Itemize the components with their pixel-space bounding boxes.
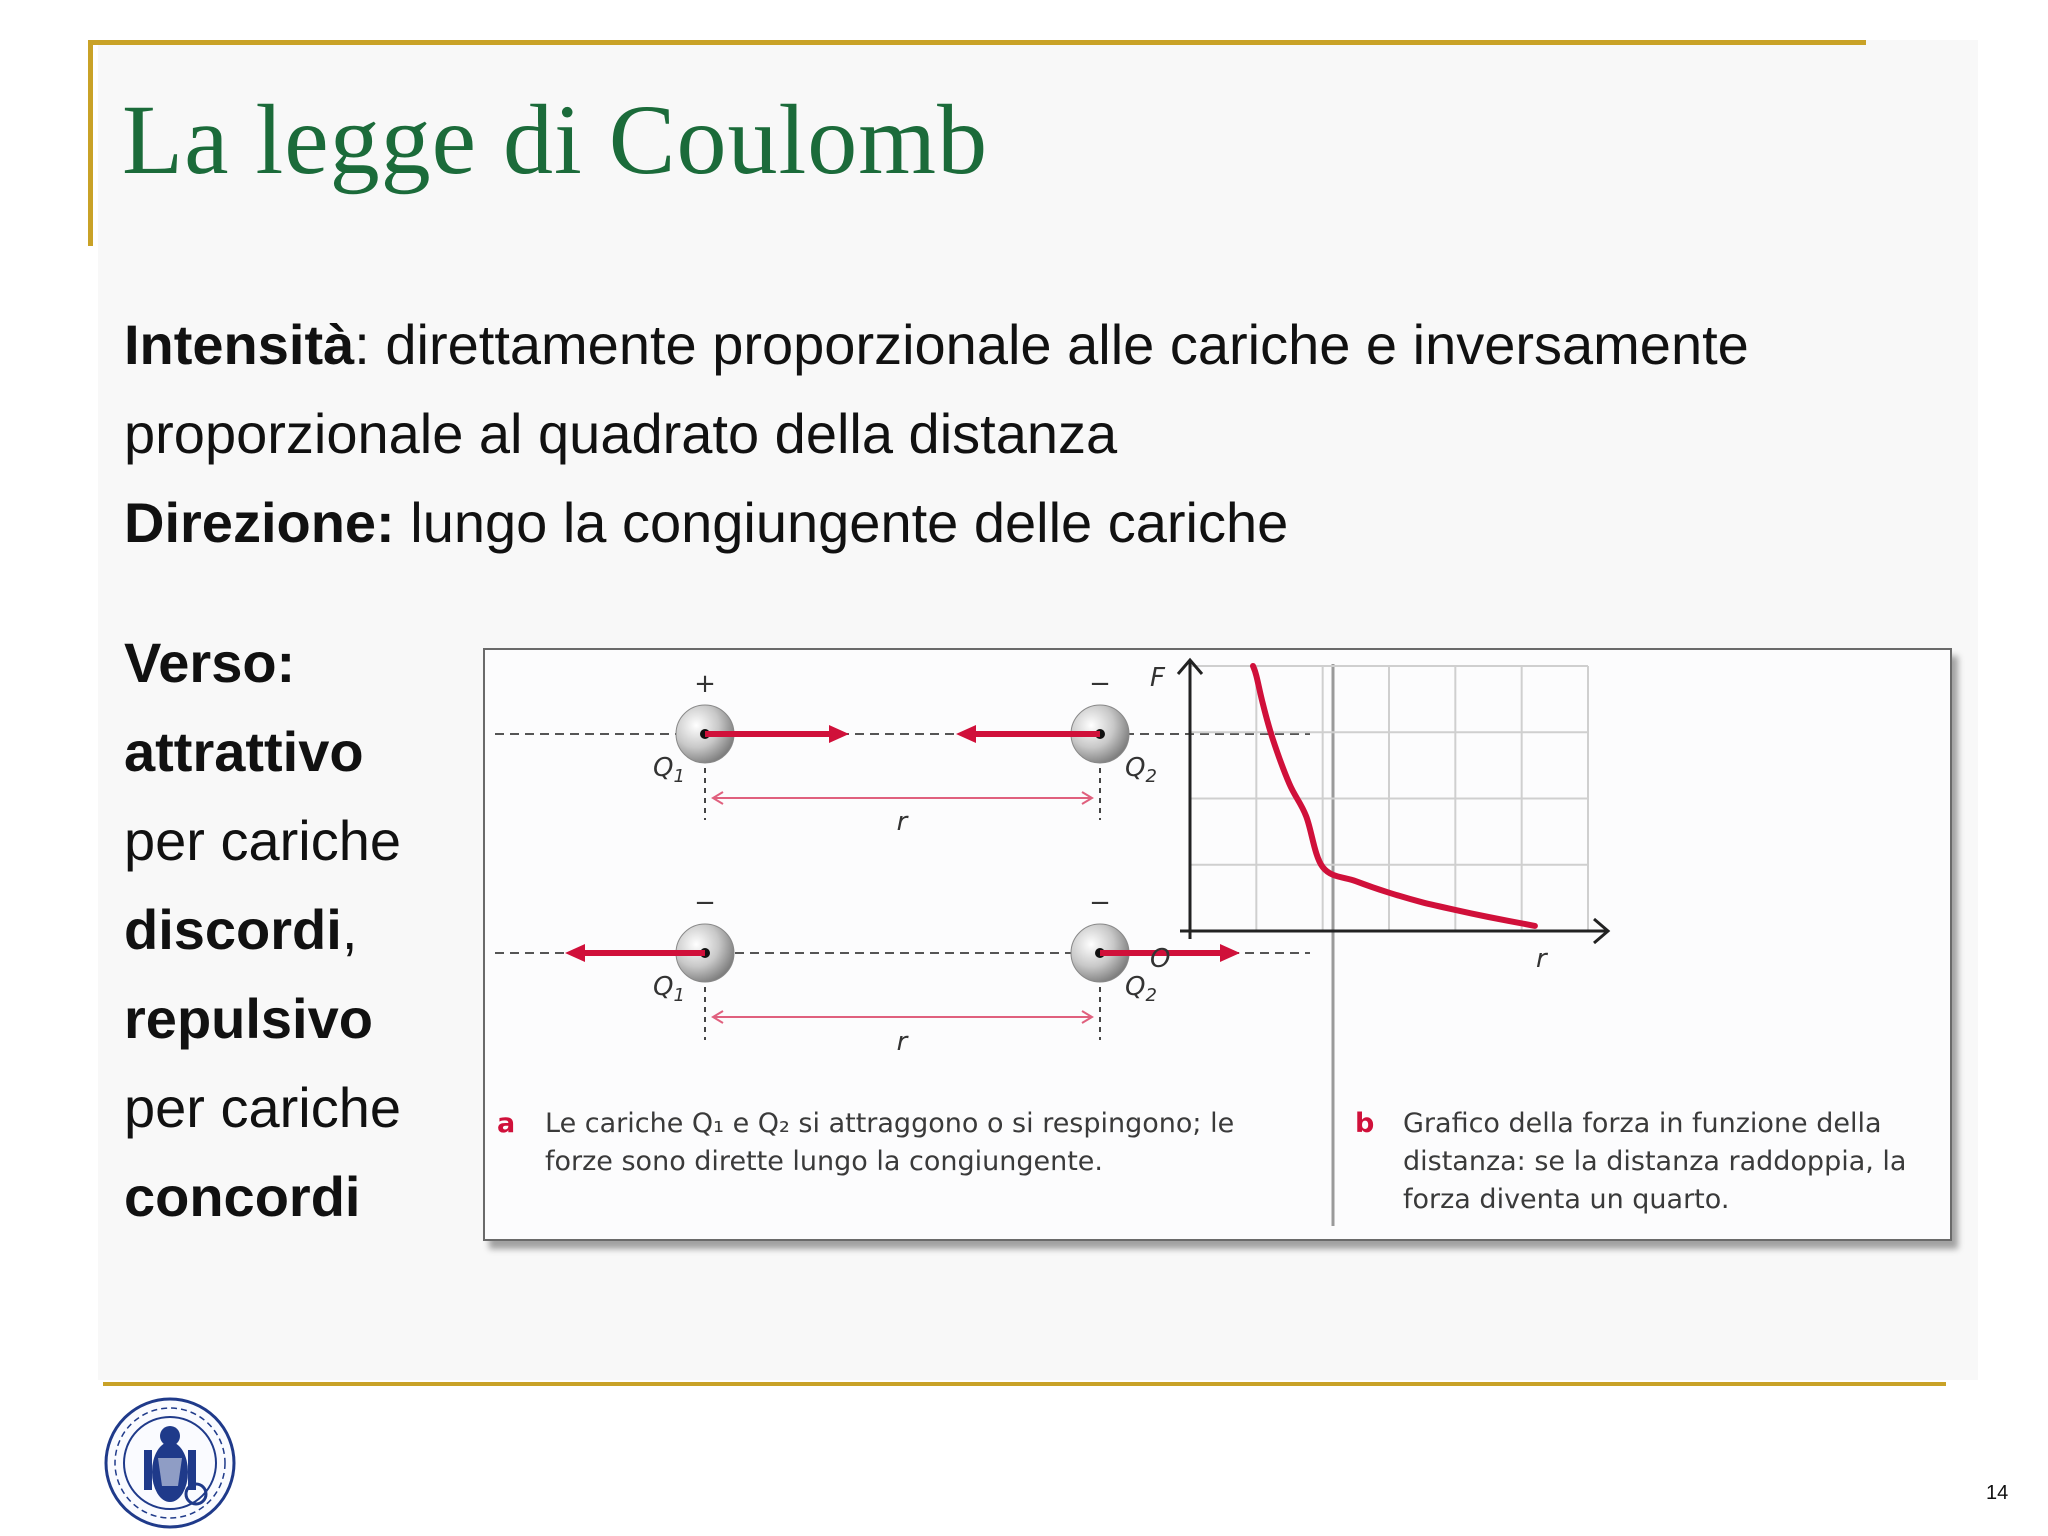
force-arrowhead-right	[1220, 944, 1240, 962]
top-rule	[88, 40, 1866, 45]
direction-label: Direzione:	[124, 491, 395, 554]
verso-comma: ,	[341, 898, 358, 961]
sign-left: −	[694, 888, 716, 918]
caption-a-letter: a	[497, 1108, 516, 1139]
force-curve	[1253, 666, 1535, 926]
like-word: concordi	[124, 1165, 361, 1228]
sign-left: +	[694, 669, 716, 699]
caption-b-letter: b	[1355, 1108, 1375, 1139]
sign-right: −	[1089, 669, 1111, 699]
row-attraction	[495, 669, 1310, 837]
bottom-rule	[103, 1382, 1946, 1386]
university-seal-logo	[100, 1390, 240, 1536]
force-distance-chart	[1150, 660, 1608, 974]
y-axis-label: F	[1150, 663, 1165, 693]
force-arrowhead-left	[565, 944, 585, 962]
caption-b	[1355, 1105, 1945, 1225]
page-number: 14	[1986, 1482, 2009, 1504]
label-q2: $Q_2$	[1125, 753, 1157, 787]
force-arrowhead-left	[956, 725, 976, 743]
force-arrowhead-right	[829, 725, 849, 743]
opposite-word: discordi	[124, 898, 342, 961]
left-rule	[88, 40, 93, 246]
distance-label: r	[896, 807, 908, 837]
row-repulsion	[495, 888, 1310, 1057]
attractive-word: attrattivo	[124, 720, 364, 783]
origin-label: O	[1150, 944, 1171, 974]
caption-b-text: Grafico della forza in funzione della distanza: se la distanza raddoppia, la forza diventa un quarto.	[1403, 1108, 1907, 1215]
for-charges-2: per cariche	[124, 1076, 402, 1139]
direction-line	[124, 478, 1924, 567]
distance-label: r	[896, 1027, 908, 1057]
label-q2: $Q_2$	[1125, 972, 1157, 1006]
intensity-line	[124, 300, 1924, 389]
slide-body	[124, 300, 1924, 567]
label-q1: $Q_1$	[653, 972, 685, 1006]
intensity-line-2: proporzionale al quadrato della distanza	[124, 402, 1118, 465]
direction-text: lungo la congiungente delle cariche	[394, 491, 1289, 554]
verso-label: Verso:	[124, 631, 296, 694]
intensity-text: : direttamente proporzionale alle cariche e inversamente	[354, 313, 1749, 376]
caption-a-text: Le cariche Q₁ e Q₂ si attraggono o si respingono; le forze sono dirette lungo la congiungente.	[545, 1108, 1235, 1177]
slide-title: La legge di Coulomb	[122, 84, 989, 195]
sign-right: −	[1089, 888, 1111, 918]
repulsive-word: repulsivo	[124, 987, 373, 1050]
for-charges-1: per cariche	[124, 809, 402, 872]
x-axis-label: r	[1536, 944, 1547, 974]
intensity-label: Intensità	[124, 313, 355, 376]
coulomb-figure	[483, 648, 1952, 1241]
label-q1: $Q_1$	[653, 753, 685, 787]
caption-a	[497, 1105, 1297, 1185]
verso-block	[124, 618, 464, 1241]
